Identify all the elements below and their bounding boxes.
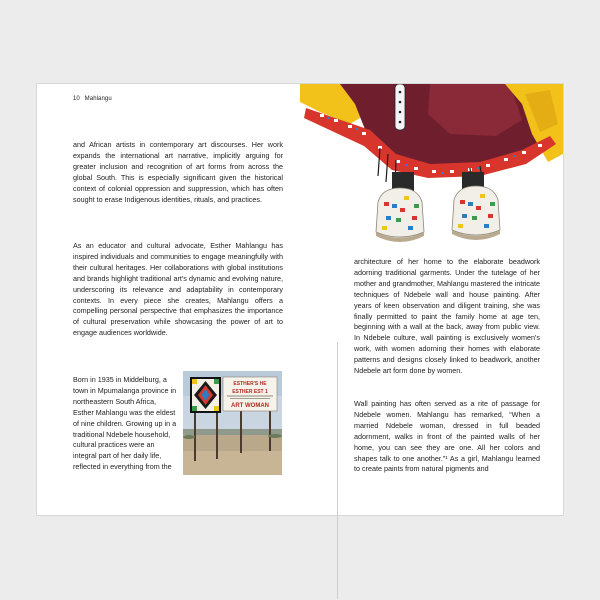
body-paragraph: As an educator and cultural advocate, Esther Mahlangu has inspired individuals and communities to engage meaningfully with their cultural heritages. Her collaborations with global institutions and brands highlight traditional art's dynamic and evolving nature, underscoring its relevance and adaptability in contemporary contexts. In every piece she creates, Mahlangu offers a compelling personal perspective that emphasizes the importance of cultural preservation while showcasing the power of art to engage audiences worldwide. (73, 241, 283, 338)
body-paragraph: Wall painting has often served as a rite of passage for Ndebele women. Mahlangu has remarked, “When a married Ndebele woman, dressed in full beaded adornment, walks in front of the painted walls of her home, you can see they are one. All her colors and shapes talk to one another.”¹ As a girl, Mahlangu learned to create paints from natural pigments and (354, 399, 540, 474)
book-spread (37, 84, 563, 515)
body-paragraph: Born in 1935 in Middelburg, a town in Mpumalanga province in northeastern South Africa, Esther Mahlangu was the eldest of nine children. Growing up in a traditional Ndebele household, cultural practices were an integral part of her daily life, reflected in everything from the (73, 375, 177, 472)
sign-line-2: ESTHER EST 1 (232, 389, 268, 395)
page-number: 10 (73, 96, 80, 102)
sign-line-1: ESTHER'S HE (233, 381, 267, 387)
running-head (73, 96, 112, 102)
text-sign (223, 377, 277, 411)
beaded-shoe-right (452, 186, 500, 240)
body-paragraph: architecture of her home to the elaborate beadwork adorning traditional garments. Under the tutelage of her mother and grandmother, Mahlangu mastered the intricate techniques of Ndebele wall and house painting. After years of keen observation and diligent training, she was finally permitted to paint the family home at age ten, beginning with a wall at the back, away from public view. In Ndebele culture, wall painting is exclusively women's work, with women adorning their homes with elaborate patterns and designs closely linked to beadwork, another Ndebele art form done by women. (354, 257, 540, 376)
roadside-sign-photo (183, 371, 282, 475)
left-page (37, 84, 300, 515)
running-head-title: Mahlangu (84, 96, 112, 102)
ndebele-pattern-sign (190, 377, 221, 413)
beaded-garment-photo (300, 84, 563, 255)
body-paragraph: and African artists in contemporary art discourses. Her work expands the international art narrative, implicitly arguing for greater inclusion and recognition of art forms from across the global South. This is especially significant given the historical context of colonial oppression and suppression, which has often sought to erase Indigenous identities, rituals, and practices. (73, 140, 283, 204)
right-page (300, 84, 563, 515)
sign-line-3: ART WOMAN (231, 403, 269, 409)
beaded-shoe-left (376, 188, 424, 242)
